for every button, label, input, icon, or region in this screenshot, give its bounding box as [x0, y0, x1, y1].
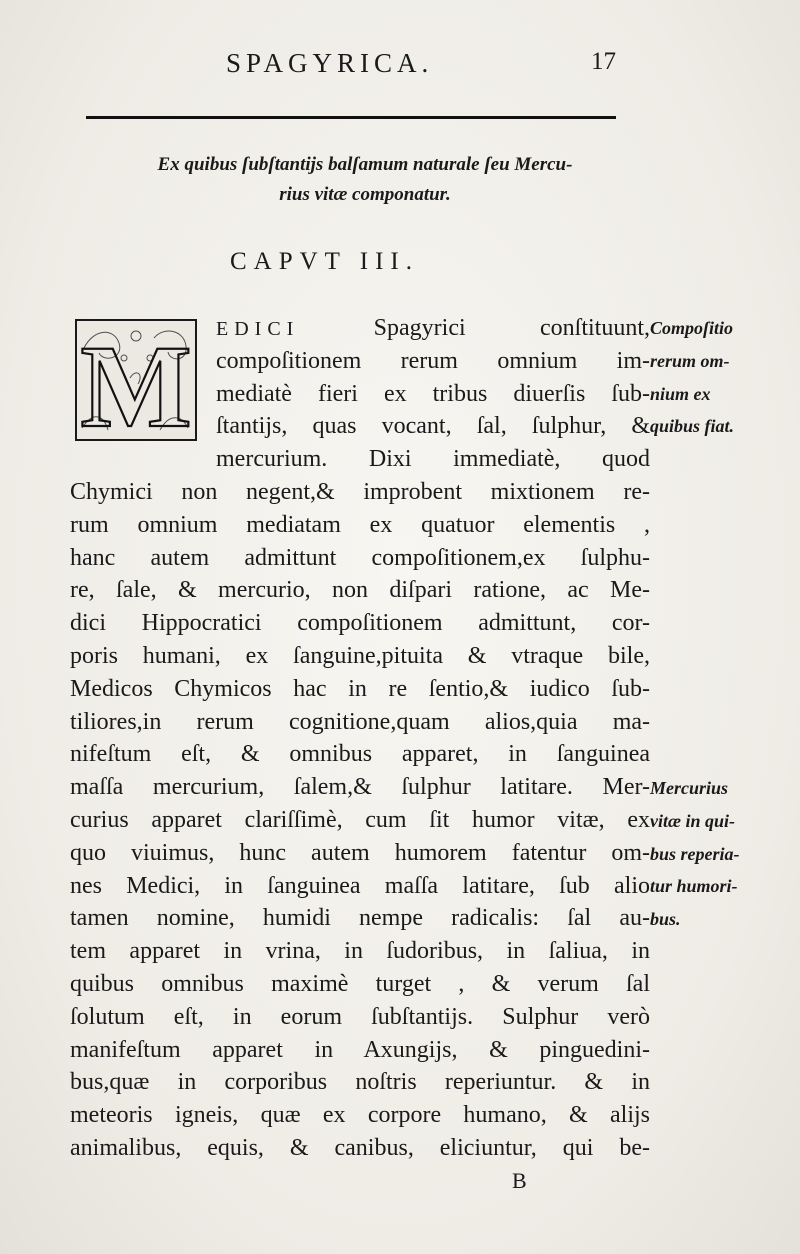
chapter-heading: CAPVT III. — [230, 248, 419, 275]
chapter-summary — [100, 150, 630, 210]
body-line: tiliores,in rerum cognitione,quam alios,quia ma- — [70, 708, 650, 735]
body-line: quo viuimus, hunc autem humorem fatentur om- — [70, 839, 650, 866]
body-line: rum omnium mediatam ex quatuor elementis , — [70, 511, 650, 538]
header-rule — [86, 116, 616, 119]
marginal-note-line: rerum om- — [650, 350, 730, 371]
body-line: poris humani, ex ſanguine,pituita & vtraque bile, — [70, 642, 650, 669]
body-line: hanc autem admittunt compoſitionem,ex ſulphu- — [70, 544, 650, 571]
chapter-summary-line-2: rius vitæ componatur. — [279, 184, 451, 205]
marginal-note-mercurius — [650, 772, 770, 936]
body-line: curius apparet clariſſimè, cum ſit humor vitæ, ex — [70, 806, 650, 833]
body-text — [70, 312, 650, 1165]
body-line: Medicos Chymicos hac in re ſentio,& iudico ſub- — [70, 675, 650, 702]
marginal-note-line: quibus fiat. — [650, 416, 735, 437]
marginal-note-compositio — [650, 312, 770, 443]
marginal-note-line: vitæ in qui- — [650, 810, 736, 831]
body-line: manifeſtum apparet in Axungijs, & pinguedini- — [70, 1036, 650, 1063]
marginal-note-line: tur humori- — [650, 876, 738, 897]
marginal-note-line: bus reperia- — [650, 843, 740, 864]
body-line: ſtantijs, quas vocant, ſal, ſulphur, & — [216, 413, 650, 440]
signature-mark: B — [512, 1168, 527, 1193]
body-line: nes Medici, in ſanguinea maſſa latitare, ſub alio — [70, 872, 650, 899]
body-line: bus,quæ in corporibus noſtris reperiuntur. & in — [70, 1069, 650, 1096]
marginal-note-line: Mercurius — [650, 778, 729, 798]
body-line: tem apparet in vrina, in ſudoribus, in ſaliua, in — [70, 938, 650, 965]
body-line-1 — [216, 312, 650, 345]
body-line: compoſitionem rerum omnium im- — [216, 347, 650, 374]
marginal-note-line: bus. — [650, 909, 681, 930]
drop-cap-letter: M — [80, 321, 192, 442]
chapter-summary-line-1: Ex quibus ſubſtantijs balſamum naturale ſeu Mercu- — [157, 154, 573, 175]
marginal-note-line: nium ex — [650, 383, 711, 404]
body-line: mediatè fieri ex tribus diuerſis ſub- — [216, 380, 650, 407]
body-line: Chymici non negent,& improbent mixtionem re- — [70, 478, 650, 505]
body-line: maſſa mercurium, ſalem,& ſulphur latitare. Mer- — [70, 774, 650, 801]
body-line: re, ſale, & mercurio, non diſpari ratione, ac Me- — [70, 577, 650, 604]
body-line-1-text: Spagyrici conſtituunt, — [299, 315, 650, 341]
running-title: SPAGYRICA. — [226, 48, 434, 78]
body-line: animalibus, equis, & canibus, eliciuntur, qui be- — [70, 1134, 650, 1161]
body-line: ſolutum eſt, in eorum ſubſtantijs. Sulphur verò — [70, 1003, 650, 1030]
body-line: tamen nomine, humidi nempe radicalis: ſal au- — [70, 905, 650, 932]
body-line: meteoris igneis, quæ ex corpore humano, & alijs — [70, 1102, 650, 1129]
body-line: dici Hippocratici compoſitionem admittunt, cor- — [70, 610, 650, 637]
page-number: 17 — [591, 48, 616, 75]
marginal-note-line: Compoſitio — [650, 318, 734, 338]
body-line: mercurium. Dixi immediatè, quod — [216, 446, 650, 473]
lead-word: EDICI — [216, 318, 300, 340]
body-line: quibus omnibus maximè turget , & verum ſal — [70, 970, 650, 997]
running-head — [86, 44, 626, 84]
body-line: nifeſtum eſt, & omnibus apparet, in ſanguinea — [70, 741, 650, 768]
